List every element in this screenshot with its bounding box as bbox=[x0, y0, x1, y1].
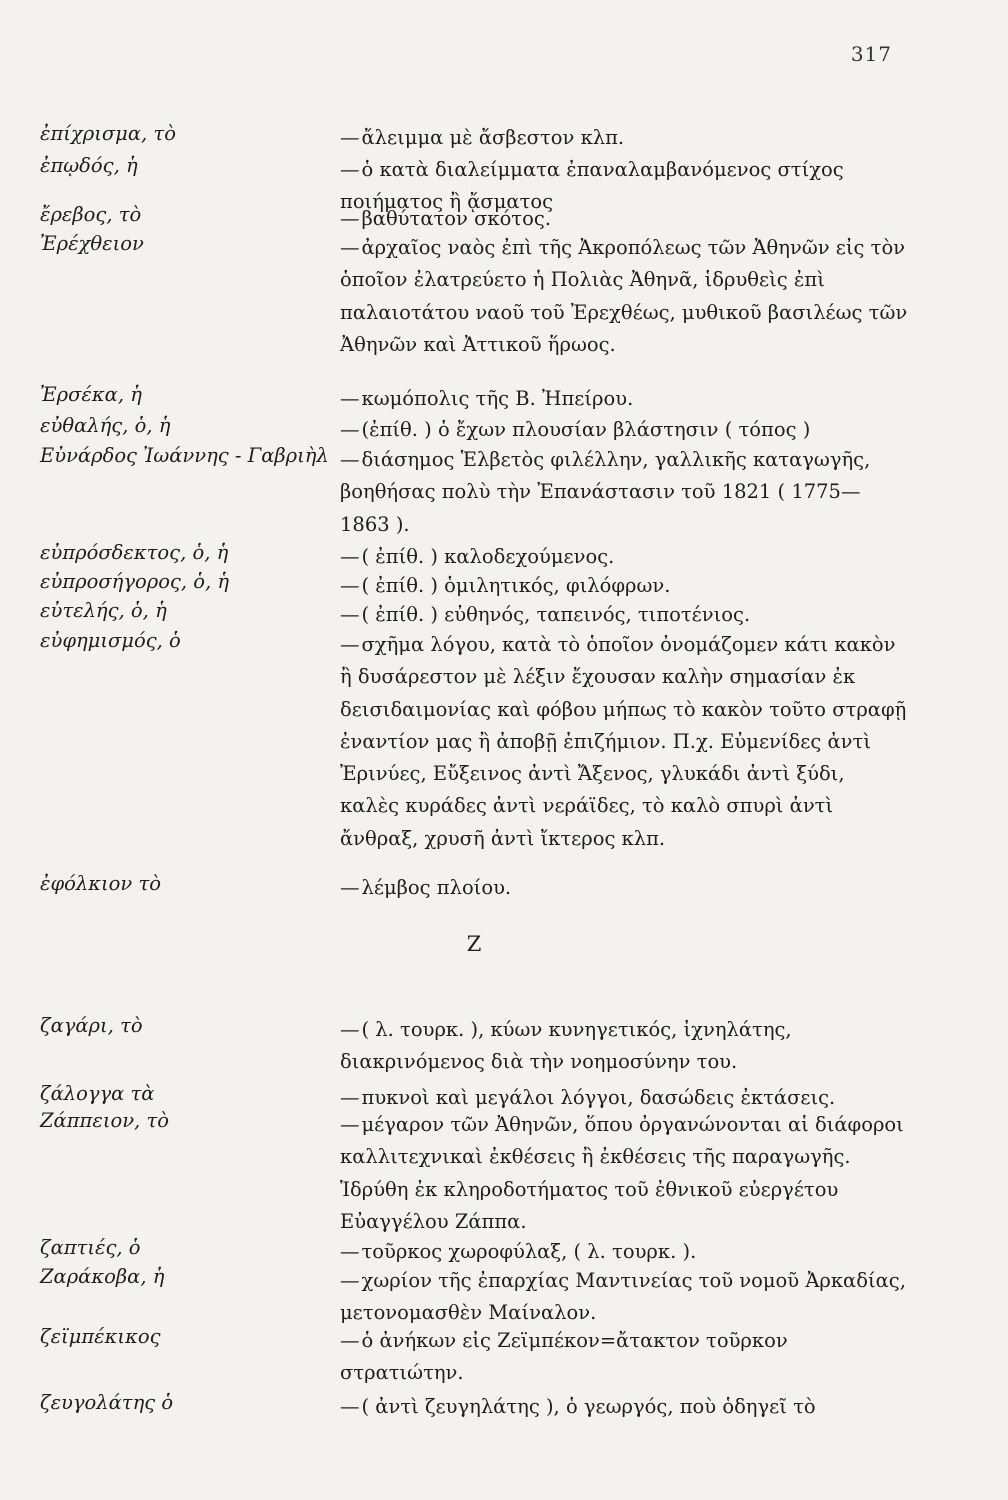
section-heading: Ζ bbox=[466, 932, 482, 956]
headword: ζάλογγα τὰ bbox=[40, 1082, 155, 1105]
headword: ἐφόλκιον τὸ bbox=[40, 872, 161, 895]
headword: ἐπίχρισμα, τὸ bbox=[40, 122, 176, 145]
headword: Ἐρέχθειον bbox=[40, 232, 144, 255]
definition: ἄλειμμα μὲ ἄσβεστον κλπ. bbox=[361, 126, 625, 149]
headword: εὐφημισμός, ὁ bbox=[40, 629, 181, 652]
definition: βαθύτατον σκότος. bbox=[361, 207, 551, 230]
headword: εὐπρόσδεκτος, ὁ, ἡ bbox=[40, 541, 229, 564]
headword: Ζαράκοβα, ἡ bbox=[40, 1265, 165, 1288]
headword: ζεϊμπέκικος bbox=[40, 1325, 161, 1348]
headword: ζαπτιές, ὁ bbox=[40, 1236, 141, 1259]
definition: λέμβος πλοίου. bbox=[361, 876, 512, 899]
definition: σχῆμα λόγου, κατὰ τὸ ὁποῖον ὀνομάζομεν κάτι κακὸν ἢ δυσάρεστον μὲ λέξιν ἔχουσαν καλὴν σημασίαν ἐκ δεισιδαιμονίας καὶ φόβου μήπως τὸ κακὸν τοῦτο στραφῇ ἐναντίον μας ἢ ἀποβῇ ἐπιζήμιον. Π.χ. Εὐμενίδες ἀντὶ Ἐρινύες, Εὔξεινος ἀντὶ Ἄξενος, γλυκάδι ἀντὶ ξύδι, καλὲς κυράδες ἀντὶ νεράϊδες, τὸ καλὸ σπυρὶ ἀντὶ ἄνθραξ, χρυσῆ ἀντὶ ἴκτερος κλπ. bbox=[340, 633, 907, 850]
page-number: 317 bbox=[850, 42, 892, 66]
definition: κωμόπολις τῆς Β. Ἠπείρου. bbox=[361, 387, 634, 410]
headword: εὐπροσήγορος, ὁ, ἡ bbox=[40, 570, 230, 593]
definition: πυκνοὶ καὶ μεγάλοι λόγγοι, δασώδεις ἐκτάσεις. bbox=[361, 1086, 836, 1109]
headword: Ζάππειον, τὸ bbox=[40, 1109, 169, 1132]
definition: διάσημος Ἑλβετὸς φιλέλλην, γαλλικῆς καταγωγῆς, βοηθήσας πολὺ τὴν Ἐπανάστασιν τοῦ 1821 ( 1775—1863 ). bbox=[340, 448, 871, 536]
headword: ζευγολάτης ὁ bbox=[40, 1391, 174, 1414]
definition: μέγαρον τῶν Ἀθηνῶν, ὅπου ὀργανώνονται αἱ διάφοροι καλλιτεχνικαὶ ἐκθέσεις ἢ ἐκθέσεις τῆς παραγωγῆς. Ἱδρύθη ἐκ κληροδοτήματος τοῦ ἐθνικοῦ εὐεργέτου Εὐαγγέλου Ζάππα. bbox=[340, 1113, 904, 1233]
headword: ἔρεβος, τὸ bbox=[40, 203, 142, 226]
headword: Εὐνάρδος Ἰωάννης - Γαβριὴλ bbox=[40, 444, 329, 467]
definition: ( ἐπίθ. ) ὁμιλητικός, φιλόφρων. bbox=[361, 574, 671, 597]
definition: ὁ κατὰ διαλείμματα ἐπαναλαμβανόμενος στίχος ποιήματος ἢ ᾄσματος bbox=[340, 158, 844, 214]
dictionary-page: 317 ἐπίχρισμα, τὸ — ἄλειμμα μὲ ἄσβεστον κλπ. ἐπῳδός, ἡ — ὁ κατὰ διαλείμματα ἐπαναλαμβανόμενος στίχος ποιήματος ἢ ᾄσματος ἔρεβος, τὸ — βαθύτατον σκότος. Ἐρέχθειον — ἀρχαῖος ναὸς ἐπὶ τῆς Ἀκροπόλεως τῶν Ἀθηνῶν εἰς τὸν ὁποῖον ἐλατρεύετο ἡ Πολιὰς Ἀθηνᾶ, ἱδρυθεὶς ἐπὶ παλαιοτάτου ναοῦ τοῦ Ἐρεχθέως, μυθικοῦ βασιλέως τῶν Ἀθηνῶν καὶ Ἀττικοῦ ἥρωος. Ἐρσέκα, ἡ — κωμόπολις τῆς Β. Ἠπείρου. εὐθαλής, ὁ, ἡ — (ἐπίθ. ) ὁ ἔχων πλουσίαν βλάστησιν ( τόπος ) Εὐνάρδος Ἰωάννης - Γαβριὴλ — διάσημος Ἑλβετὸς φιλέλλην, γαλλικῆς καταγωγῆς, βοηθήσας πολὺ τὴν Ἐπανάστασιν τοῦ 1821 ( 1775—1863 ). εὐπρόσδεκτος, ὁ, ἡ — ( ἐπίθ. ) καλοδεχούμενος. εὐπροσήγορος, ὁ, ἡ — ( ἐπίθ. ) ὁμιλητικός, φιλόφρων. εὐτελής, ὁ, ἡ — ( ἐπίθ. ) εὐθηνός, ταπεινός, τιποτένιος. εὐφημισμός, ὁ — σχῆμα λόγου, κατὰ τὸ ὁποῖον ὀνομάζομεν κάτι κακὸν ἢ δυσάρεστον μὲ λέξιν ἔχουσαν καλὴν σημασίαν ἐκ δεισιδαιμονίας καὶ φόβου μήπως τὸ κακὸν τοῦτο στραφῇ ἐναντίον μας ἢ ἀποβῇ ἐπιζήμιον. Π.χ. Εὐμενίδες ἀντὶ Ἐρινύες, Εὔξεινος ἀντὶ Ἄξενος, γλυκάδι ἀντὶ ξύδι, καλὲς κυράδες ἀντὶ νεράϊδες, τὸ καλὸ σπυρὶ ἀντὶ ἄνθραξ, χρυσῆ ἀντὶ ἴκτερος κλπ. ἐφόλκιον τὸ — λέμβος πλοίου. Ζ ζαγάρι, τὸ — ( λ. τουρκ. ), κύων κυνηγετικός, ἰχνηλάτης, διακρινόμενος διὰ τὴν νοημοσύνην του. ζάλογγα τὰ — πυκνοὶ καὶ μεγάλοι λόγγοι, δασώδεις ἐκτάσεις. Ζάππειον, τὸ — μέγαρον τῶν Ἀθηνῶν, ὅπου ὀργανώνονται αἱ διάφοροι καλλιτεχνικαὶ ἐκθέσεις ἢ ἐκθέσεις τῆς παραγωγῆς. Ἱδρύθη ἐκ κληροδοτήματος τοῦ ἐθνικοῦ εὐεργέτου Εὐαγγέλου Ζάππα. ζαπτιές, ὁ — τοῦρκος χωροφύλαξ, ( λ. τουρκ. ). Ζαράκοβα, ἡ — χωρίον τῆς ἐπαρχίας Μαντινείας τοῦ νομοῦ Ἀρκαδίας, μετονομασθὲν Μαίναλον. ζεϊμπέκικος — ὁ ἀνήκων εἰς Ζεϊμπέκον=ἄτακτον τοῦρκον στρατιώτην. ζευγολάτης ὁ — ( ἀντὶ ζευγηλάτης ), ὁ γεωργός, ποὺ ὁδηγεῖ τὸ bbox=[0, 0, 1008, 1500]
definition: ἀρχαῖος ναὸς ἐπὶ τῆς Ἀκροπόλεως τῶν Ἀθηνῶν εἰς τὸν ὁποῖον ἐλατρεύετο ἡ Πολιὰς Ἀθηνᾶ, ἱδρυθεὶς ἐπὶ παλαιοτάτου ναοῦ τοῦ Ἐρεχθέως, μυθικοῦ βασιλέως τῶν Ἀθηνῶν καὶ Ἀττικοῦ ἥρωος. bbox=[340, 236, 908, 356]
definition: ( λ. τουρκ. ), κύων κυνηγετικός, ἰχνηλάτης, διακρινόμενος διὰ τὴν νοημοσύνην του. bbox=[340, 1018, 792, 1074]
definition: τοῦρκος χωροφύλαξ, ( λ. τουρκ. ). bbox=[361, 1240, 697, 1263]
headword: Ἐρσέκα, ἡ bbox=[40, 383, 142, 406]
headword: ζαγάρι, τὸ bbox=[40, 1014, 143, 1037]
headword: ἐπῳδός, ἡ bbox=[40, 154, 138, 177]
definition: ( ἀντὶ ζευγηλάτης ), ὁ γεωργός, ποὺ ὁδηγεῖ τὸ bbox=[361, 1395, 816, 1418]
definition: (ἐπίθ. ) ὁ ἔχων πλουσίαν βλάστησιν ( τόπος ) bbox=[361, 418, 811, 441]
definition: ὁ ἀνήκων εἰς Ζεϊμπέκον=ἄτακτον τοῦρκον στρατιώτην. bbox=[340, 1329, 788, 1385]
headword: εὐθαλής, ὁ, ἡ bbox=[40, 414, 171, 437]
headword: εὐτελής, ὁ, ἡ bbox=[40, 599, 167, 622]
definition: χωρίον τῆς ἐπαρχίας Μαντινείας τοῦ νομοῦ Ἀρκαδίας, μετονομασθὲν Μαίναλον. bbox=[340, 1269, 906, 1325]
definition: ( ἐπίθ. ) καλοδεχούμενος. bbox=[361, 545, 615, 568]
definition: ( ἐπίθ. ) εὐθηνός, ταπεινός, τιποτένιος. bbox=[361, 603, 751, 626]
